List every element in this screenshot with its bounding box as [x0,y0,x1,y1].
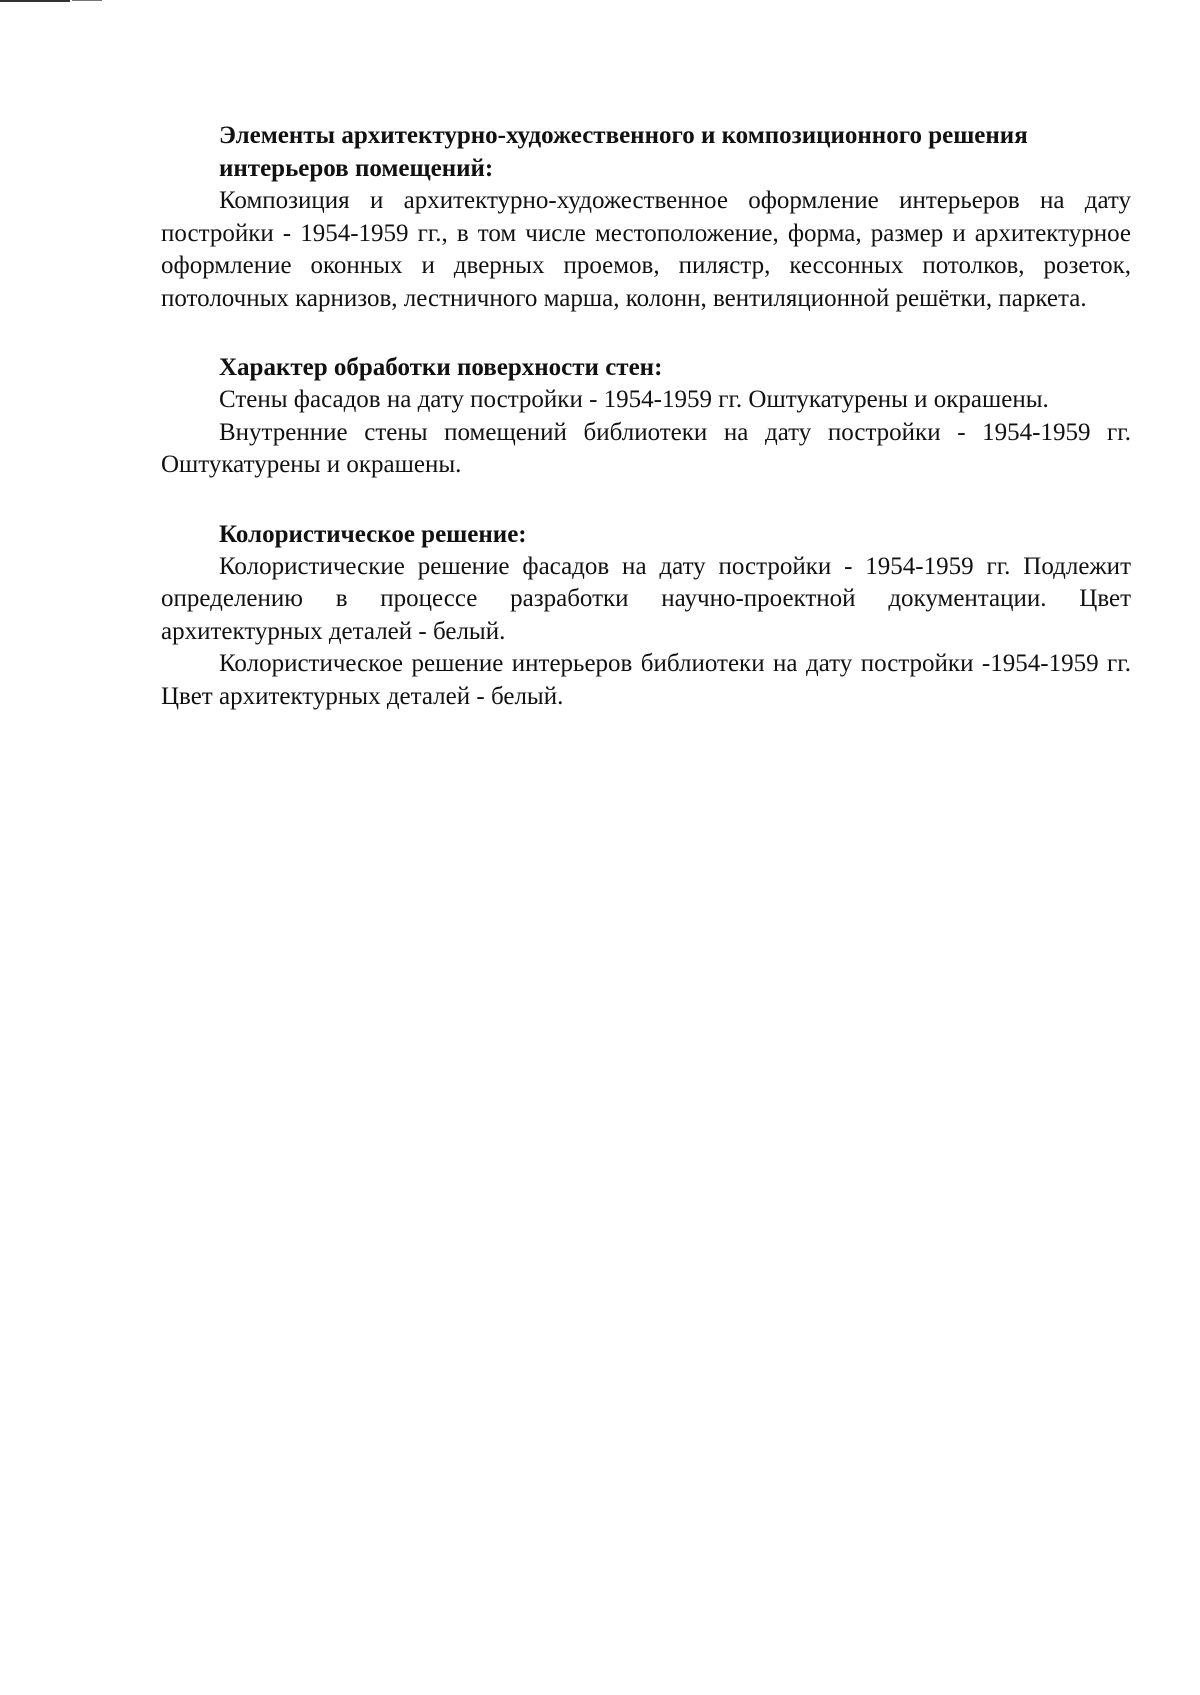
section-heading: Колористическое решение: [219,520,527,548]
paragraph: Композиция и архитектурно-художественное оформление интерьеров на дату постройки - 1954-1959 гг., в том числе местоположение, форма, размер и архитектурное оформление оконных и дверных проемов, пилястр, кессонных потолков, розеток, потолочных карнизов, лестничного марша, колонн, вентиляционной решётки, паркета. [161,187,1131,312]
paragraph: Колористическое решение интерьеров библиотеки на дату постройки -1954-1959 гг. Цвет архитектурных деталей - белый. [161,650,1131,710]
paragraph: Колористические решение фасадов на дату постройки - 1954-1959 гг. Подлежит определению в процессе разработки научно-проектной документации. Цвет архитектурных деталей - белый. [161,552,1131,645]
paragraph: Стены фасадов на дату постройки - 1954-1959 гг. Оштукатурены и окрашены. [219,386,1049,413]
section-wall-surface [161,351,1131,482]
section-interior-elements [161,119,1131,315]
heading-line: Элементы архитектурно-художественного и композиционного решения [219,122,1028,149]
paragraph: Внутренние стены помещений библиотеки на дату постройки - 1954-1959 гг. Оштукатурены и окрашены. [161,418,1131,478]
section-heading [161,119,1131,185]
scan-edge-mark [72,0,102,1]
document-page [161,119,1131,713]
section-color-scheme [161,518,1131,714]
heading-line: интерьеров помещений: [219,155,494,182]
section-heading: Характер обработки поверхности стен: [219,354,663,381]
scan-edge-mark [0,0,70,2]
